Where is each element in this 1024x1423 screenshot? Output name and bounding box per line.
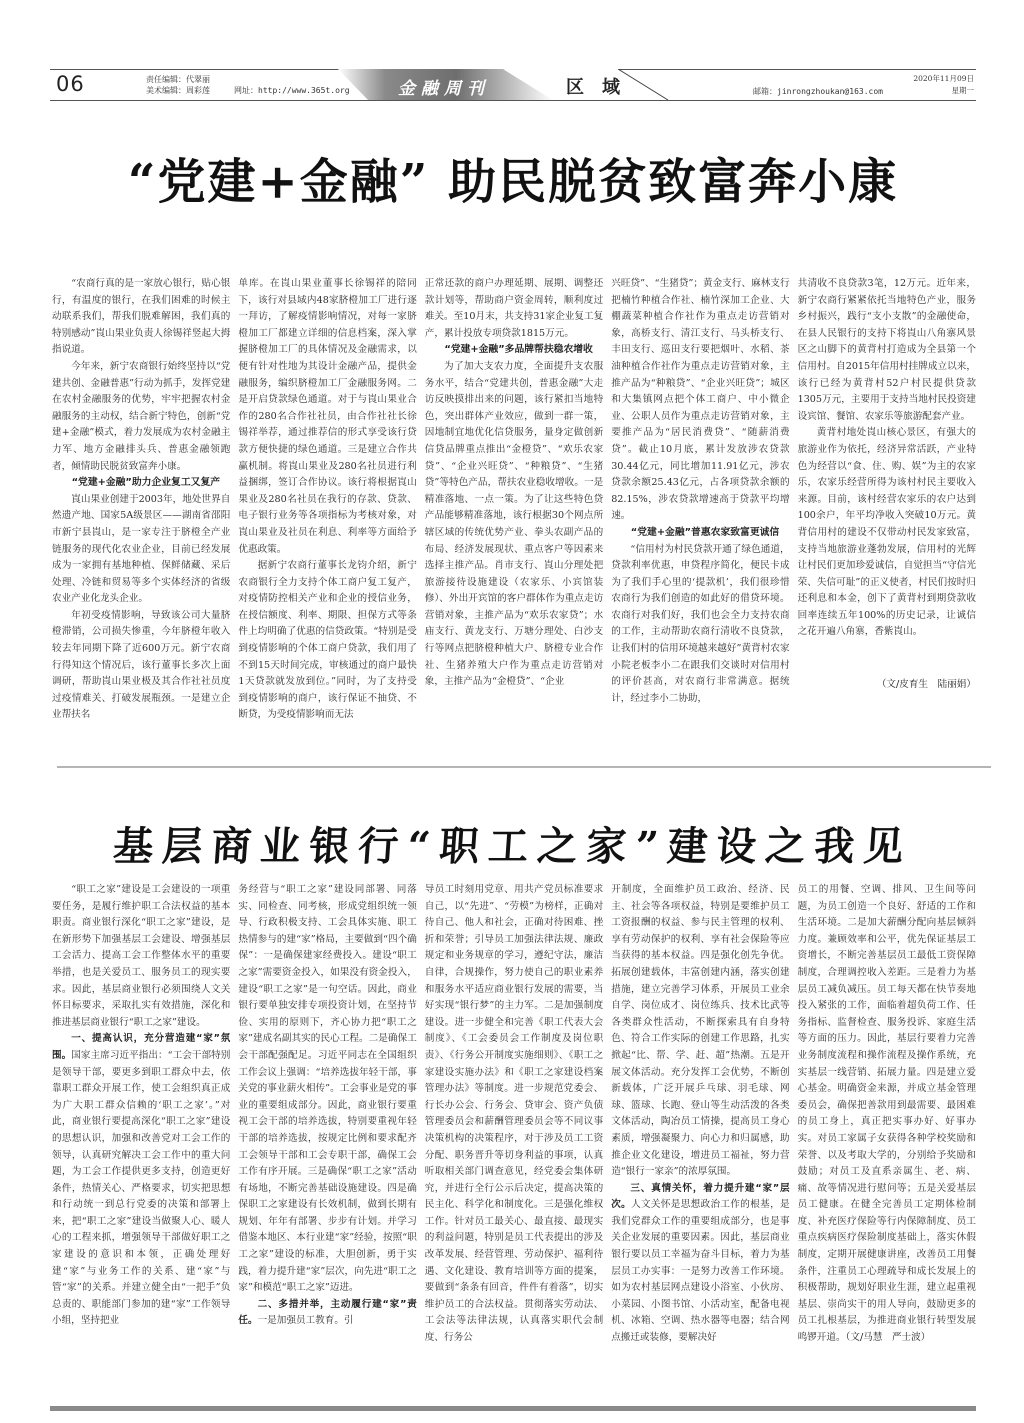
paragraph-text: 为了加大支农力度，全面提升支农服务水平，结合“党建共创，普惠金融”大走访反映摸排出来的问题，该行紧扣当地特色，突出群体产业效应，做到一群一策，因地制宜地优化信贷服务，量身定做创新信贷品牌重点推出“金橙贷”、“欢乐农家贷”、“企业兴旺贷”、“种粮贷”、“生猪贷”等特色产品，帮扶农业稳收增收。一是精准落地、一点一策。为了让这些特色贷产品能够精准落地，该行根据30个网点所辖区域的传统优势产业、拳头农副产品的布局、经济发展现状、重点客户等因素来选择主推产品。肖市支行、崀山分理处把旅游接待设施建设（农家乐、小宾馆装修）、外出开宾馆的客户群体作为重点走访营销对象，主推产品为“欢乐农家贷”；水庙支行、黄龙支行、万塘分理处、白沙支行等网点把脐橙种植大户、脐橙专业合作社、生猪养殖大户作为重点走访营销对象，主推产品为“金橙贷”、“企业	[424, 360, 604, 688]
paragraph-text: 员工的用餐、空调、排风、卫生间等问题，为员工创造一个良好、舒适的工作和生活环境。二是加大薪酬分配向基层倾斜力度。兼顾效率和公平，优先保证基层工资增长，不断完善基层员工最低工资保障制度，合理调控收入差距。三是着力为基层员工减负减压。员工每天都在快节奏地投入紧张的工作，面临着超负荷工作、任务指标、监督检查、服务投诉、家庭生活等方面的压力。因此，基层行要着力完善业务制度流程和操作流程及操作系统，充实基层一线营销、拓展力量。四是建立爱心基金。明确资金来源，并成立基金管理委员会，确保把善款用到最需要、最困难的员工身上，真正把实事办好、好事办实。对员工家属子女获得各种学校奖励和荣誉、以及考取大学的，分别给予奖励和鼓励；对员工及直系亲属生、老、病、痛、故等情况进行慰问等；五是关爱基层员工健康。在健全完善员工定期体检制度、补充医疗保险等行内保障制度、员工重点疾病医疗保险制度基础上，落实休假制度，定期开展健康讲座，改善员工用餐条件，注重员工心理疏导和成长发展上的积极帮助，规划好职业生涯，建立起重视基层、崇尚实干的用人导向，鼓励更多的员工扎根基层，为推进商业银行转型发展鸣锣开道。	[797, 884, 976, 1344]
masthead	[50, 69, 976, 101]
article2-body	[52, 882, 976, 1400]
paragraph-text: 崀山果业创建于2003年，地处世界自然遗产地、国家5A级景区——湖南省邵阳市新宁县崀山，是一家专注于脐橙全产业链服务的现代化农业企业，目前已经发展成为一家拥有基地种植、保鲜储藏、采后处理、冷链和贸易等多个实体经济的省级农业产业化龙头企业。	[52, 493, 231, 605]
paragraph	[611, 1181, 789, 1347]
paragraph	[238, 1297, 416, 1330]
paragraph-text: 正常还款的商户办理延期、展期、调整还款计划等，帮助商户资金周转，顺利度过难关。至10月末，共支持31家企业复工复产，累计投放专项贷款1815万元。	[424, 278, 604, 339]
paragraph-lead-heading: 二、多措并举，主动履行建“家”责任。	[238, 1298, 417, 1327]
paragraph	[52, 608, 230, 724]
paragraph	[798, 425, 976, 641]
date: 2020年11月09日	[913, 74, 974, 83]
byline: （文/马慧 严士波）	[845, 1332, 931, 1344]
art-editor-label: 美术编辑：周彩莲	[146, 86, 210, 95]
article-column	[238, 882, 416, 1400]
paragraph	[238, 558, 416, 724]
page-number: 06	[56, 72, 85, 96]
paragraph	[425, 882, 603, 1347]
paragraph	[798, 882, 976, 1347]
article2-headline: 基层商业银行“职工之家”建设之我见	[111, 823, 914, 870]
article-column	[798, 882, 976, 1400]
paragraph-text: “农商行真的是一家放心银行，贴心银行，有温度的银行，在我们困难的时候主动联系我们，帮我们脱难解困，我们真的特别感动”崀山果业负责人徐锡祥竖起大拇指说道。	[52, 278, 231, 356]
article-column	[425, 882, 603, 1400]
website-label: 网址：	[234, 86, 258, 95]
paragraph-text: 黄背村地处崀山核心景区，有强大的旅游业作为依托，经济异常活跃，产业特色为经营以“食、住、购、娱”为主的农家乐，农家乐经营所得为该村村民主要收入来源。目前，该村经营农家乐的农户达到100余户，年平均净收入突破10万元。黄背信用村的建设不仅带动村民发家致富，支持当地旅游业蓬勃发展，信用村的光辉让村民们更加珍爱诚信，自觉担当“守信光荣、失信可耻”的正义使者，村民们按时归还利息和本金，创下了黄背村到期贷款收回率连续五年100%的历史记录，让诚信之花开遍八角寨，香紫崀山。	[797, 427, 976, 638]
paragraph-lead-heading: 一、提高认识，充分营造建“家”氛围。	[52, 1033, 231, 1061]
article2-columns	[52, 882, 976, 1400]
paragraph	[425, 276, 603, 342]
masthead-bottom-rule	[50, 100, 976, 101]
paragraph-text: 务经营与“职工之家”建设同部署、同落实、同检查、同考核，形成党组织统一领导、行政积极支持、工会具体实施、职工热情参与的建“家”格局，主要做到“四个确保”：一是确保建家经费投入。建设“职工之家”需要资金投入，如果没有资金投入，建设“职工之家”是一句空话。因此，商业银行要单独安排专项投资计划，在坚持节俭、实用的原则下，齐心协力把“职工之家”建成名副其实的民心工程。二是确保工会干部配强配足。习近平同志在全国组织工作会议上强调：“培养选拔年轻干部，事关党的事业薪火相传”。工会事业是党的事业的重要组成部分。因此，商业银行要重视工会干部的培养选拔，特别要重视年轻干部的培养选拔，按规定比例和要求配齐工会领导干部和工会专职干部，确保工会工作有序开展。三是确保“职工之家”活动有场地，不断完善基础设施建设。四是确保职工之家建设有长效机制，做到长期有规划、年年有部署、步步有计划。并学习借鉴本地区、本行业建“家”经验，按照“职工之家”建设的标准，大胆创新，勇于实践，着力提升建“家”层次，向先进“职工之家”和模范“职工之家”迈进。	[238, 884, 417, 1294]
paragraph	[425, 359, 603, 691]
paragraph-text: 共清收不良贷款3笔，12万元。近年来，新宁农商行紧紧依托当地特色产业，服务乡村振兴，践行“支小支散”的金融使命，在县人民银行的支持下将崀山八角寨风景区之山脚下的黄背村打造成为全县第一个信用村。自2015年信用村挂牌成立以来，该行已经为黄背村52户村民提供贷款1305万元，主要用于支持当地村民投资建设宾馆、餐馆、农家乐等旅游配套产业。	[797, 278, 976, 422]
article-column	[798, 276, 976, 744]
paragraph-text: 兴旺贷”、“生猪贷”；黄金支行、麻林支行把楠竹种植合作社、楠竹深加工企业、大棚蔬菜种植合作社作为重点走访营销对象，高桥支行、清江支行、马头桥支行、丰田支行、巡田支行要把烟叶、水稻、茶油种植合作社作为重点走访营销对象，主推产品为“种粮贷”、“企业兴旺贷”；城区和大集镇网点把个体工商户、中小微企业、公职人员作为重点走访营销对象，主要推产品为“居民消费贷”、“随薪消费贷”。截止10月底，累计发放涉农贷款30.44亿元，同比增加11.91亿元，涉农贷款余额25.43亿元，占各项贷款余额的82.15%，涉农贷款增速高于贷款平均增速。	[611, 278, 790, 522]
email	[753, 86, 883, 97]
section-subheading: “党建+金融”普惠农家致富更诚信	[630, 526, 780, 538]
article-column	[611, 276, 789, 744]
editor-credits	[146, 74, 210, 96]
paragraph-text: 导员工时刻用党章、用共产党员标准要求自己，以“先进”、“劳模”为榜样，正确对待自己、他人和社会，正确对待困难、挫折和荣誉；引导员工加强法律法规、廉政规定和业务规章的学习，遵纪守法，廉洁自律，合规操作，努力使自己的职业素养和服务水平适应商业银行发展的需要，当好实现“银行梦”的主力军。二是加强制度建设。进一步健全和完善《职工代表大会制度》、《工会委员会工作制度及岗位职责》、《行务公开制度实施细则》、《职工之家建设实施办法》和《职工之家建设档案管理办法》等制度。进一步规范党委会、行长办公会、行务会、贷审会、资产负债管理委员会和薪酬管理委员会等不同议事决策机构的决策程序，对于涉及员工工资分配、职务晋升等切身利益的事项，认真听取相关部门调查意见，经党委会集体研究，并进行全行公示后决定，提高决策的民主化、科学化和制度化。三是强化维权工作。针对员工最关心、最直接、最现实的利益问题，特别是员工代表提出的涉及改革发展、经营管理、劳动保护、福利待遇、文化建设、教育培训等方面的提案，要做到“条条有回音，件件有着落”，切实维护员工的合法权益。贯彻落实劳动法、工会法等法律法规，认真落实职代会制度、行务公	[424, 884, 604, 1344]
paragraph-text: 人文关怀是思想政治工作的根基，是我们党群众工作的重要组成部分，也是事关企业发展的重要因素。因此，基层商业银行要以员工幸福为奋斗目标，着力为基层员工办实事：一是努力改善工作环境。如为农村基层网点建设小浴室、小伙房、小菜园、小图书馆、小活动室，配备电视机、冰箱、空调、热水器等电器；结合网点搬迁或装修，要解决好	[611, 1199, 790, 1344]
paragraph	[52, 1031, 230, 1330]
issue-date	[913, 73, 974, 97]
article-column	[611, 882, 789, 1400]
paragraph	[52, 492, 230, 608]
editor-label: 责任编辑：代翠丽	[146, 75, 210, 84]
section-banner	[328, 69, 724, 100]
paragraph	[798, 276, 976, 425]
email-address[interactable]: jinrongzhoukan@163.com	[777, 87, 883, 96]
weekday: 星期一	[951, 86, 974, 95]
paragraph-text: “职工之家”建设是工会建设的一项重要任务，是履行维护职工合法权益的基本职责。商业银行深化“职工之家”建设，是在新形势下加强基层工会建设、增强基层工会活力、提高工会工作整体水平的重要举措，也是关爱员工、服务员工的现实要求。因此，基层商业银行必须围绕人文关怀目标要求，采取扎实有效措施，深化和推进基层商业银行“职工之家”建设。	[52, 884, 231, 1028]
paragraph	[52, 882, 230, 1031]
paragraph-text: 单库。在崀山果业董事长徐锡祥的陪同下，该行对县域内48家脐橙加工厂进行逐一拜访，了解疫情影响情况，对每一家脐橙加工厂都建立详细的信息档案，深入掌握脐橙加工厂的具体情况及金融需求，以便有针对性地为其设计金融产品，提供金融服务，编织脐橙加工厂金融服务网。二是开启贷款绿色通道。对于与崀山果业合作的280名合作社社员，由合作社社长徐锡祥举荐，通过推荐信的形式享受该行贷款方便快捷的绿色通道。三是建立合作共赢机制。将崀山果业及280名社员进行利益捆绑，签订合作协议。该行将根据崀山果业及280名社员在我行的存款、贷款、电子银行业务等各项指标为考核对象，对崀山果业及社员在利息、利率等方面给予优惠政策。	[238, 278, 417, 555]
paragraph-text: 开制度，全面维护员工政治、经济、民主、社会等各项权益，特别是要维护员工工资报酬的权益、参与民主管理的权利、享有劳动保护的权利、享有社会保险等应当获得的基本权益。四是强化创先争优。拓展创建载体，丰富创建内涵，落实创建措施，建立完善学习体系，开展员工业余自学、岗位成才、岗位练兵、技术比武等各类群众性活动，不断探索具有自身特色、符合工作实际的创建工作思路，扎实掀起“比、帮、学、赶、超”热潮。五是开展文体活动。充分发挥工会优势，不断创新载体，广泛开展乒乓球、羽毛球、网球、篮球、长跑、登山等生动活泼的各类文体活动，陶冶员工情操，提高员工身心素质，增强凝聚力、向心力和归属感，助推企业文化建设，增进员工福祉，努力营造“银行一家亲”的浓厚氛围。	[611, 884, 790, 1178]
email-label: 邮箱：	[753, 87, 777, 96]
paragraph-text: 今年来，新宁农商银行始终坚持以“党建共创、金融普惠”行动为抓手，发挥党建在农村金融服务的优势，牢牢把握农村金融服务的主动权，结合新宁特色，创新“党建+金融”模式，着力发展成为农村金融主力军、地方金融排头兵、普惠金融领跑者，倾情助民脱贫致富奔小康。	[52, 360, 231, 472]
paragraph-text: 一是加强员工教育。引	[257, 1315, 354, 1327]
article-column	[425, 276, 603, 744]
paragraph	[611, 882, 789, 1181]
paragraph-text: 年初受疫情影响，导致该公司大量脐橙滞销，公司损失惨重，今年脐橙年收入较去年同期下降了近600万元。新宁农商行得知这个情况后，该行董事长多次上面调研，帮助崀山果业极及其合作社社员度过疫情难关、打破发展瓶颈。一是建立企业帮扶名	[52, 609, 231, 721]
paper-name: 金融周刊	[398, 79, 490, 99]
paragraph-lead-heading: 三、真情关怀，着力提升建“家”层次。	[611, 1182, 790, 1211]
page-bottom-rule	[50, 1406, 976, 1411]
paragraph-text: “信用村为村民贷款开通了绿色通道，贷款利率优惠，申贷程序简化，便民卡成为了我们手心里的‘提款机’，我们很珍惜农商行为我们创造的如此好的借贷环境。农商行对我们好，我们也会全力支持农商的工作，主动帮助农商行清收不良贷款，让我们村的信用环境越来越好”黄背村农家小院老板李小二在跟我们交谈时对信用村的评价甚高，对农商行非常满意。据统计，经过李小二协助，	[611, 543, 790, 704]
section-subheading: “党建+金融”多品牌帮扶稳农增收	[444, 344, 593, 356]
paragraph	[52, 359, 230, 475]
article1-body	[52, 276, 976, 744]
paragraph	[611, 542, 789, 708]
website-url[interactable]: http://www.365t.org	[258, 86, 350, 95]
paragraph	[238, 276, 416, 558]
article-column	[52, 882, 230, 1400]
paragraph	[52, 276, 230, 359]
section-divider	[57, 766, 991, 768]
banner-graphic	[328, 69, 724, 100]
article-column	[52, 276, 230, 744]
article1-columns	[52, 276, 976, 744]
paragraph-text: 国家主席习近平指出：“工会干部特别是领导干部，要更多到职工群众中去，依靠职工群众开展工作，使工会组织真正成为广大职工群众信赖的‘职工之家’。”对此，商业银行要提高深化“职工之家”建设的思想认识，加强和改善党对工会工作的领导，认真研究解决工会工作中的重大问题，为工会工作提供更多支持，创造更好条件，热情关心、严格要求，切实把思想和行动统一到总行党委的决策和部署上来，把“职工之家”建设当做聚人心、暖人心的工程来抓，增强领导干部做好职工之家建设的意识和本领，正确处理好建“家”与业务工作的关系、建“家”与管“家”的关系。并建立健全由“一把手”负总责的、职能部门参加的建“家”工作领导小组，坚持把业	[52, 1049, 231, 1327]
byline: （文/皮育生 陆丽娟）	[876, 679, 976, 691]
article1-headline: “党建+金融” 助民脱贫致富奔小康	[127, 154, 899, 210]
paragraph	[238, 882, 416, 1297]
section-name: 区域	[566, 77, 638, 98]
paragraph	[611, 276, 789, 525]
section-subheading: “党建+金融”助力企业复工又复产	[71, 477, 221, 489]
article-column	[238, 276, 416, 744]
paragraph-text: 据新宁农商行董事长龙钧介绍，新宁农商银行全力支持个体工商户复工复产，对疫情防控相关产业和企业的授信业务，在授信额度、利率、期限、担保方式等条件上均明确了优惠的信贷政策。“特别是受到疫情影响的个体工商户贷款，我们用了不到15天时间完成，审核通过的商户最快1天贷款就发放到位。”同时，为了支持受到疫情影响的商户，该行保证不抽贷、不断贷，为受疫情影响而无法	[238, 560, 417, 721]
